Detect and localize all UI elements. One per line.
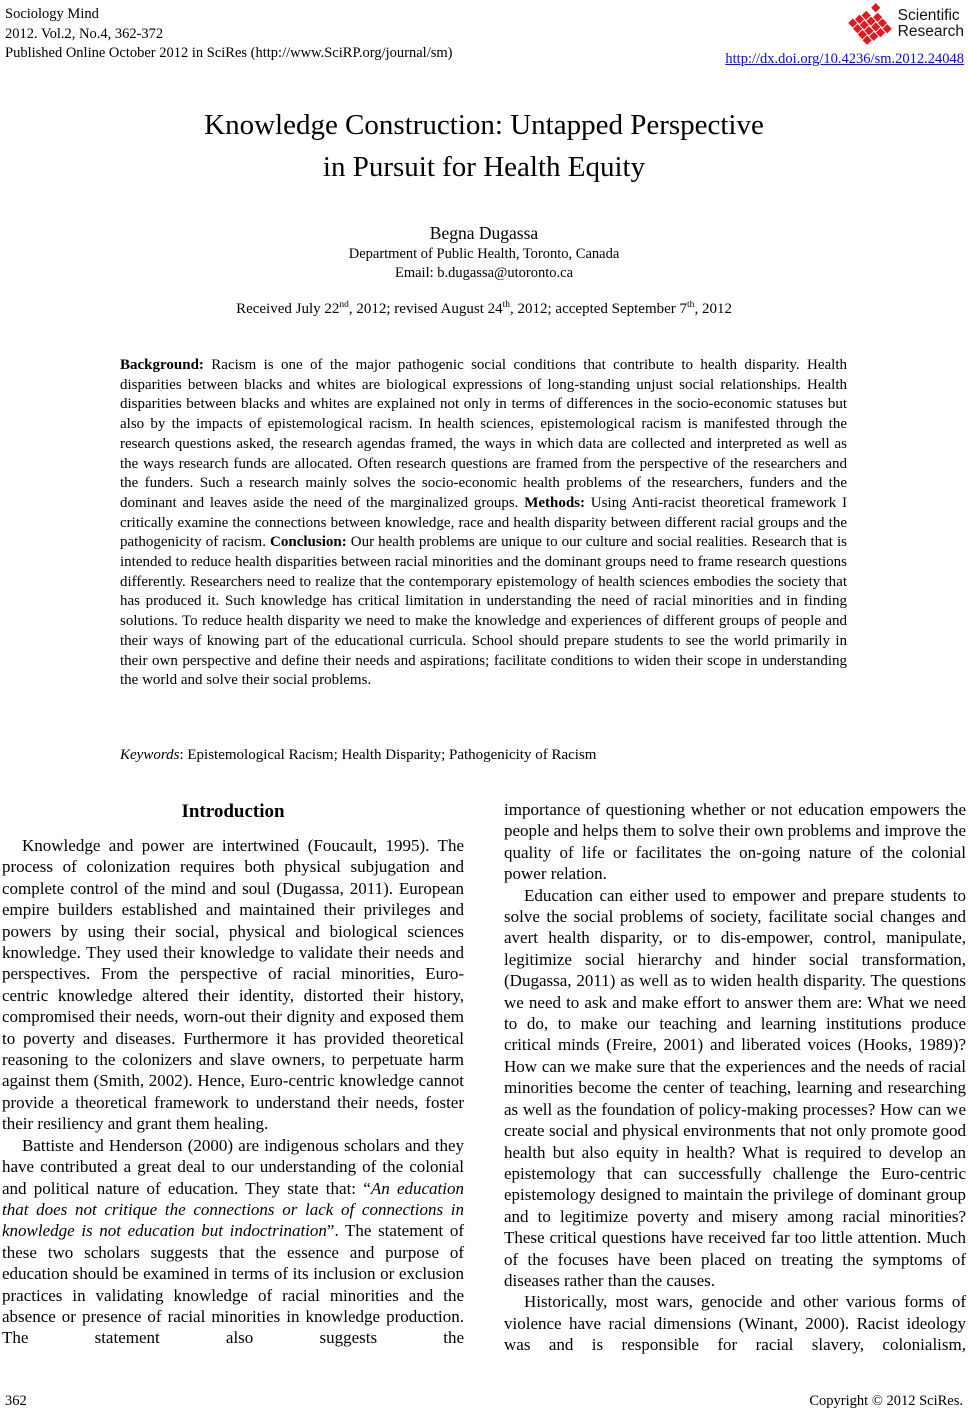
keywords-text: : Epistemological Racism; Health Disparity; Pathogenicity of Racism xyxy=(179,747,597,763)
paragraph xyxy=(2,1135,464,1349)
received-part1: Received July 22 xyxy=(236,301,340,317)
journal-header xyxy=(5,5,452,64)
author-email: Email: b.dugassa@utoronto.ca xyxy=(394,264,574,281)
abstract-methods-text: Using Anti-racist theoretical framework I critically examine the connections between knowledge, race and health disparity between different racial groups and the pathogenicity of racism. xyxy=(120,494,848,551)
body-column-right xyxy=(504,799,966,1356)
received-dates-line xyxy=(0,301,968,318)
abstract-methods-label: Methods: xyxy=(524,494,586,511)
journal-published-line: Published Online October 2012 in SciRes (http://www.SciRP.org/journal/sm) xyxy=(5,45,453,61)
doi-link[interactable]: http://dx.doi.org/10.4236/sm.2012.24048 xyxy=(725,51,964,67)
article-title xyxy=(0,104,968,188)
received-part3: , 2012; accepted September 7 xyxy=(510,301,688,317)
paragraph: importance of questioning whether or not education empowers the people and helps them to solve their own problems and improve the quality of life or facilitates the on-going nature of the colonial power relation. xyxy=(504,800,966,884)
received-sup1: nd xyxy=(339,300,349,310)
copyright-notice: Copyright © 2012 SciRes. xyxy=(809,1393,963,1409)
received-sup2: th xyxy=(502,300,511,310)
section-heading-introduction: Introduction xyxy=(181,801,285,822)
article-title-line2: in Pursuit for Health Equity xyxy=(322,151,646,183)
author-affiliation: Department of Public Health, Toronto, Canada xyxy=(348,246,620,262)
logo-text-line1: Scientific xyxy=(897,7,960,24)
paragraph-text: ”. The statement of these two scholars suggests that the essence and purpose of education should be examined in terms of its inclusion or exclusion practices in validating knowledge of racial minorities and the absence or presence of racial minorities in knowledge production. The statement also suggests the xyxy=(2,1221,464,1348)
quoted-text: An education that does not critique the connections or lack of connections in knowledge is not education but indoctrination xyxy=(2,1178,464,1241)
author-block xyxy=(0,222,968,282)
body-column-left xyxy=(2,799,464,1349)
abstract-conclusion-text: Our health problems are unique to our culture and social realities. Research that is intended to reduce health disparities between racial minorities and the dominant groups need to frame research questions differently. Researchers need to realize that the contemporary epistemology of health sciences embodies the society that has produced it. Such knowledge has critical limitation in understanding the need of racial minorities and in finding solutions. To reduce health disparity we need to make the knowledge and experiences of different groups of people and their ways of knowing part of the educational curricula. School should prepare students to see the world primarily in their own perspective and define their needs and aspirations; facilitate conditions to widen their scope in understanding the world and solve their social problems. xyxy=(120,534,847,689)
paragraph: Education can either used to empower and prepare students to solve the social problems of society, facilitate social changes and avert health disparity, or to dis-empower, control, manipulate, legitimize social hierarchy and hinder social transformation, (Dugassa, 2011) as well as to widen health disparity. The questions we need to ask and make effort to answer them are: What we need to do, to make our teaching and learning institutions produce critical minds (Freire, 2001) and liberated voices (Hooks, 1989)? How can we make sure that the experiences and the needs of racial minorities become the center of teaching, learning and researching as well as the foundation of policy-making processes? How can we create social and physical environments that not only promote good health but also equity in health? What is required to develop an epistemology that can successfully challenge the Euro-centric epistemology designed to maintain the privilege of dominant group and to legitimize poverty and misery among racial minorities? These critical questions have received far too little attention. Much of the focuses have been placed on treating the symptoms of diseases rather than the causes. xyxy=(504,885,966,1290)
article-title-line1: Knowledge Construction: Untapped Perspective xyxy=(204,109,764,141)
received-part4: , 2012 xyxy=(694,301,732,317)
keywords-label: Keywords xyxy=(120,747,180,763)
received-part2: , 2012; revised August 24 xyxy=(348,301,503,317)
received-sup3: th xyxy=(687,300,695,310)
abstract xyxy=(120,356,847,691)
paragraph: Knowledge and power are intertwined (Foucault, 1995). The process of colonization requires both physical subjugation and complete control of the mind and soul (Dugassa, 2011). European empire builders established and maintained their privileges and powers by using their social, physical and biological sciences knowledge. They used their knowledge to validate their needs and perspectives. From the perspective of racial minorities, Euro-centric knowledge altered their identity, distorted their history, compromised their needs, worn-out their dignity and exposed them to poverty and diseases. Furthermore it has provided theoretical reasoning to the colonizers and slave owners, to perpetuate harm against them (Smith, 2002). Hence, Euro-centric knowledge cannot provide a theoretical framework to understand their needs, foster their resiliency and grant them healing. xyxy=(2,836,464,1134)
abstract-background-label: Background: xyxy=(120,357,204,373)
scientific-research-diamonds-icon xyxy=(847,2,893,46)
abstract-background-text: Racism is one of the major pathogenic social conditions that contribute to health disparity. Health disparities between blacks and whites are biological expressions of long-standing unjust social relationships. Health disparities between blacks and whites are explained not only in terms of differences in the socio-economic statuses but also by the impacts of epistemological racism. In health sciences, epistemological racism is manifested through the research questions asked, the research agendas framed, the ways in which data are collected and interpreted as well as the ways research funds are allocated. Often research questions are framed from the perspective of the researchers and the funders. Such a research mainly solves the socio-economic health problems of the researchers, funders and the dominant and leaves aside the need of the marginalized groups. xyxy=(120,357,847,511)
paragraph-text: Battiste and Henderson (2000) are indigenous scholars and they have contributed a great deal to our understanding of the colonial and political nature of education. They state that: “ xyxy=(2,1135,464,1198)
scientific-research-logo xyxy=(704,2,964,46)
keywords-line xyxy=(120,747,847,764)
publisher-block xyxy=(704,2,964,68)
abstract-conclusion-label: Conclusion: xyxy=(270,534,347,551)
author-name: Begna Dugassa xyxy=(429,223,539,243)
scientific-research-logo-text xyxy=(898,8,964,40)
journal-issue-info: 2012. Vol.2, No.4, 362-372 xyxy=(5,25,164,42)
journal-name: Sociology Mind xyxy=(5,6,99,22)
logo-text-line2: Research xyxy=(897,23,964,40)
paragraph: Historically, most wars, genocide and other various forms of violence have racial dimensions (Winant, 2000). Racist ideology was and is responsible for racial slavery, colonialism, xyxy=(504,1292,966,1355)
page-number: 362 xyxy=(5,1393,27,1409)
